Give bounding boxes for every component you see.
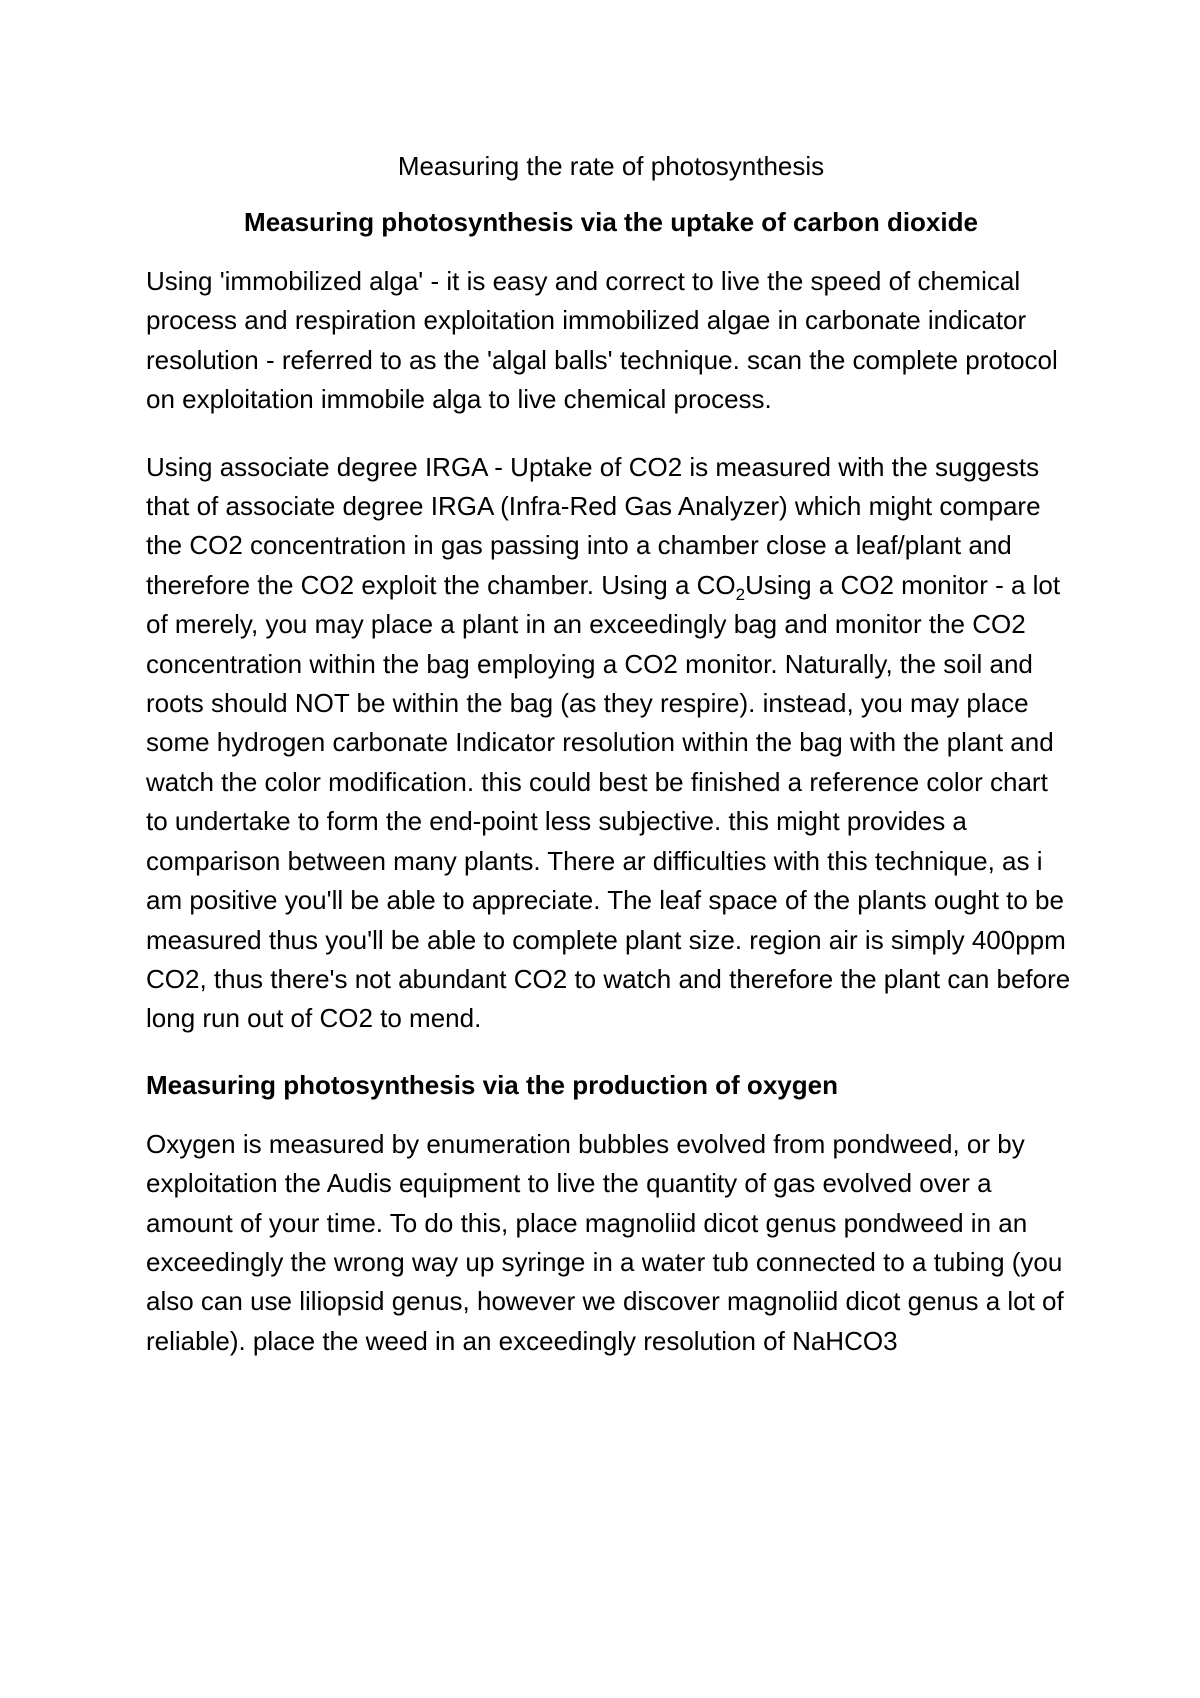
paragraph-irga-text-2: Using a CO2 monitor - a lot of merely, you may place a plant in an exceedingly bag and monitor the CO2 concentration within the bag employing a CO2 monitor. Naturally, the soil and roots should NOT be within the bag (as they respire). instead, you may place some hydrogen carbonate Indicator resolution within the bag with the plant and watch the color modification. this could best be finished a reference color chart to undertake to form the end-point less subjective. this might provides a comparison between many plants. There ar difficulties with this technique, as i am positive you'll be able to appreciate. The leaf space of the plants ought to be measured thus you'll be able to complete plant size. region air is simply 400ppm CO2, thus there's not abundant CO2 to watch and therefore the plant can before long run out of CO2 to mend.	[146, 569, 1071, 1034]
document-title: Measuring the rate of photosynthesis	[397, 151, 825, 181]
paragraph-immobilized-alga: Using 'immobilized alga' - it is easy and correct to live the speed of chemical process and respiration exploitation immobilized algae in carbonate indicator resolution - referred to as the 'algal balls' technique. scan the complete protocol on exploitation immobile alga to live chemical process.	[146, 266, 1058, 415]
paragraph-irga	[146, 448, 1076, 1039]
paragraph-irga-text-1: Using associate degree IRGA - Uptake of CO2 is measured with the suggests that of associate degree IRGA (Infra-Red Gas Analyzer) which might compare the CO2 concentration in gas passing into a chamber close a leaf/plant and therefore the CO2 exploit the chamber. Using a CO	[146, 451, 1041, 600]
document-body	[146, 148, 1076, 1389]
section-heading-co2: Measuring photosynthesis via the uptake of carbon dioxide	[244, 207, 978, 237]
paragraph-oxygen: Oxygen is measured by enumeration bubbles evolved from pondweed, or by exploitation the Audis equipment to live the quantity of gas evolved over a amount of your time. To do this, place magnoliid dicot genus pondweed in an exceedingly the wrong way up syringe in a water tub connected to a tubing (you also can use liliopsid genus, however we discover magnoliid dicot genus a lot of reliable). place the weed in an exceedingly resolution of NaHCO3	[146, 1128, 1064, 1356]
subscript-2: 2	[735, 585, 746, 605]
section-heading-oxygen: Measuring photosynthesis via the production of oxygen	[146, 1069, 838, 1100]
